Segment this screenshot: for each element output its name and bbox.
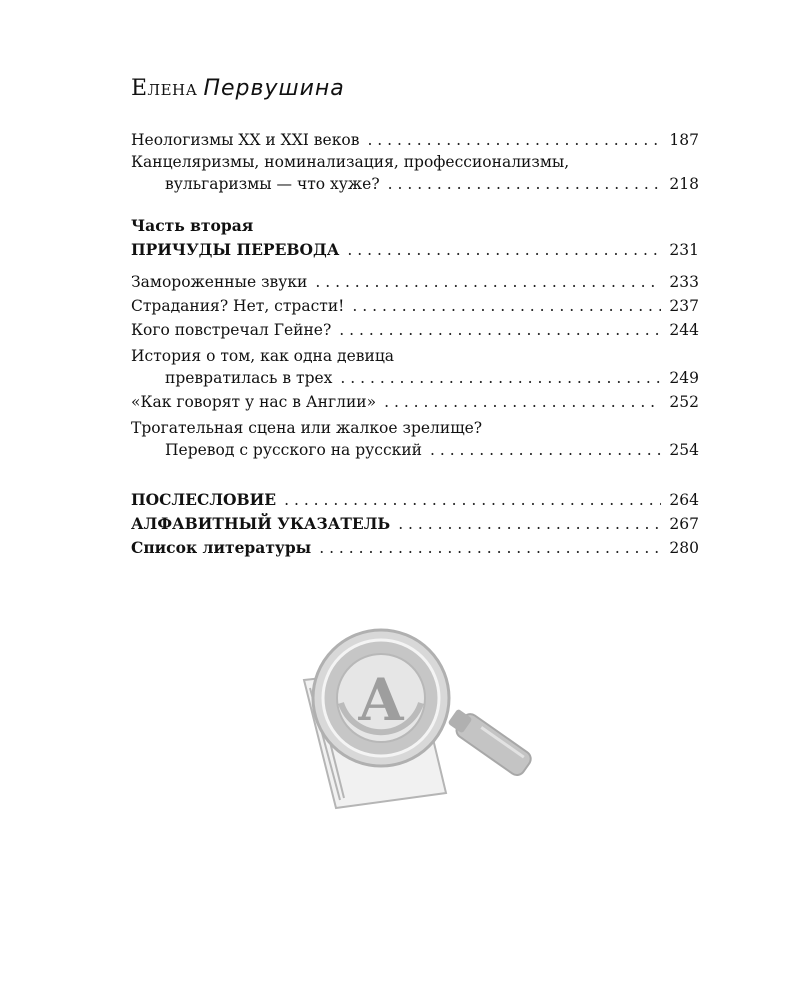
toc-entry[interactable] — [131, 418, 699, 438]
toc-section-heading[interactable] — [131, 488, 699, 512]
toc-entry-title: Страдания? Нет, страсти! — [131, 297, 345, 315]
toc-entry[interactable] — [131, 128, 699, 152]
toc-leader-dots — [284, 488, 661, 512]
toc-leader-dots — [430, 438, 661, 462]
toc-entry-title: «Как говорят у нас в Англии» — [131, 393, 377, 411]
toc-entry-title: ПОСЛЕСЛОВИЕ — [131, 490, 277, 509]
toc-entry-title: ПРИЧУДЫ ПЕРЕВОДА — [131, 240, 340, 259]
toc-leader-dots — [398, 512, 661, 536]
toc-leader-dots — [339, 318, 661, 342]
toc-leader-dots — [347, 238, 661, 262]
toc-entry[interactable] — [131, 270, 699, 294]
toc-entry-title: Замороженные звуки — [131, 273, 308, 291]
toc-section-heading[interactable] — [131, 512, 699, 536]
toc-entry-page: 244 — [669, 321, 699, 339]
toc-entry[interactable] — [131, 346, 699, 366]
toc-entry[interactable] — [131, 152, 699, 172]
toc-entry-title: Перевод с русского на русский — [165, 441, 422, 459]
toc-leader-dots — [340, 366, 661, 390]
toc-entry-continuation[interactable] — [131, 172, 699, 196]
toc-entry-page: 218 — [669, 175, 699, 193]
toc-entry-page: 249 — [669, 369, 699, 387]
logo-letter: A — [358, 666, 404, 734]
toc-leader-dots — [384, 390, 661, 414]
toc-leader-dots — [319, 536, 661, 560]
toc-entry-title: превратилась в трех — [165, 369, 333, 387]
toc-entry-page: 254 — [669, 441, 699, 459]
toc-section-heading[interactable] — [131, 536, 699, 560]
toc-leader-dots — [367, 128, 661, 152]
toc-entry-page: 280 — [669, 539, 699, 557]
toc-entry-page: 231 — [669, 241, 699, 259]
toc-entry[interactable] — [131, 294, 699, 318]
toc-entry-page: 187 — [669, 131, 699, 149]
table-of-contents — [131, 128, 699, 560]
toc-entry-page: 267 — [669, 515, 699, 533]
toc-entry-title: Трогательная сцена или жалкое зрелище? — [131, 419, 483, 437]
author-first-name: Елена — [131, 76, 198, 101]
toc-entry-page: 252 — [669, 393, 699, 411]
toc-leader-dots — [352, 294, 661, 318]
toc-entry[interactable] — [131, 390, 699, 414]
page-header — [131, 76, 345, 101]
toc-leader-dots — [315, 270, 661, 294]
toc-entry-title: Канцеляризмы, номинализация, профессионализмы, — [131, 153, 570, 171]
toc-part-label: Часть вторая — [131, 216, 254, 235]
author-last-name: Первушина — [203, 76, 345, 101]
toc-entry-page: 237 — [669, 297, 699, 315]
toc-entry-title: Неологизмы XX и XXI веков — [131, 131, 360, 149]
toc-entry-continuation[interactable] — [131, 438, 699, 462]
toc-entry-title: вульгаризмы — что хуже? — [165, 175, 380, 193]
toc-entry-title: АЛФАВИТНЫЙ УКАЗАТЕЛЬ — [131, 514, 391, 533]
magnifier-book-logo-icon — [296, 628, 551, 818]
toc-entry-continuation[interactable] — [131, 366, 699, 390]
toc-entry-title: Кого повстречал Гейне? — [131, 321, 332, 339]
toc-entry[interactable] — [131, 318, 699, 342]
toc-entry-page: 233 — [669, 273, 699, 291]
toc-entry-title: Список литературы — [131, 538, 312, 557]
toc-entry-title: История о том, как одна девица — [131, 347, 395, 365]
toc-leader-dots — [388, 172, 661, 196]
toc-entry-page: 264 — [669, 491, 699, 509]
toc-section-heading[interactable] — [131, 238, 699, 262]
